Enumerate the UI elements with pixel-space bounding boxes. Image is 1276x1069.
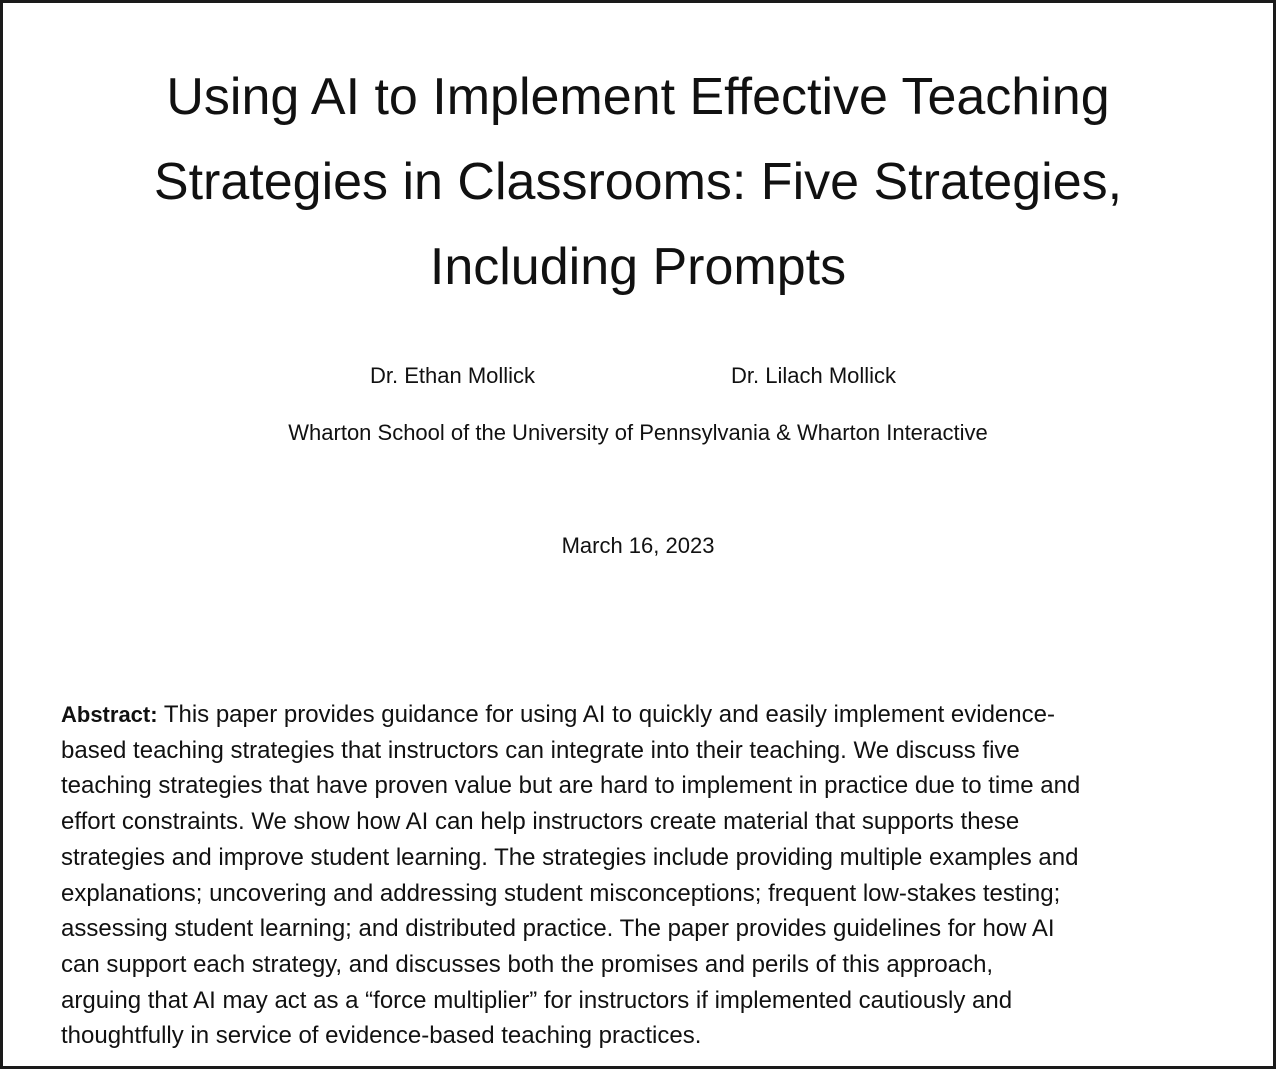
abstract-line: can support each strategy, and discusses both the promises and perils of this approach, xyxy=(61,950,994,978)
abstract-line: This paper provides guidance for using AI to quickly and easily implement evidence- xyxy=(157,701,1055,728)
abstract-line: effort constraints. We show how AI can help instructors create material that supports these xyxy=(61,808,1020,836)
abstract-line: assessing student learning; and distributed practice. The paper provides guidelines for how AI xyxy=(61,915,1055,943)
author-name: Dr. Lilach Mollick xyxy=(731,363,897,388)
abstract-line: explanations; uncovering and addressing student misconceptions; frequent low-stakes testing; xyxy=(61,879,1061,907)
abstract-label: Abstract: xyxy=(61,702,158,727)
title-line: Including Prompts xyxy=(429,238,847,296)
abstract-line: based teaching strategies that instructors can integrate into their teaching. We discuss five xyxy=(61,736,1020,764)
paper-title xyxy=(3,55,1273,310)
abstract-line: strategies and improve student learning. The strategies include providing multiple examples and xyxy=(61,843,1079,871)
author-name: Dr. Ethan Mollick xyxy=(370,363,536,388)
affiliation: Wharton School of the University of Pennsylvania & Wharton Interactive xyxy=(288,420,988,445)
publication-date: March 16, 2023 xyxy=(561,533,715,558)
abstract xyxy=(61,697,1251,1054)
title-line: Using AI to Implement Effective Teaching xyxy=(166,68,1110,126)
abstract-line: arguing that AI may act as a “force multiplier” for instructors if implemented cautiously and xyxy=(61,986,1013,1014)
title-line: Strategies in Classrooms: Five Strategies, xyxy=(153,153,1123,211)
abstract-line: teaching strategies that have proven value but are hard to implement in practice due to time and xyxy=(61,772,1081,800)
abstract-line: thoughtfully in service of evidence-based teaching practices. xyxy=(61,1022,702,1050)
